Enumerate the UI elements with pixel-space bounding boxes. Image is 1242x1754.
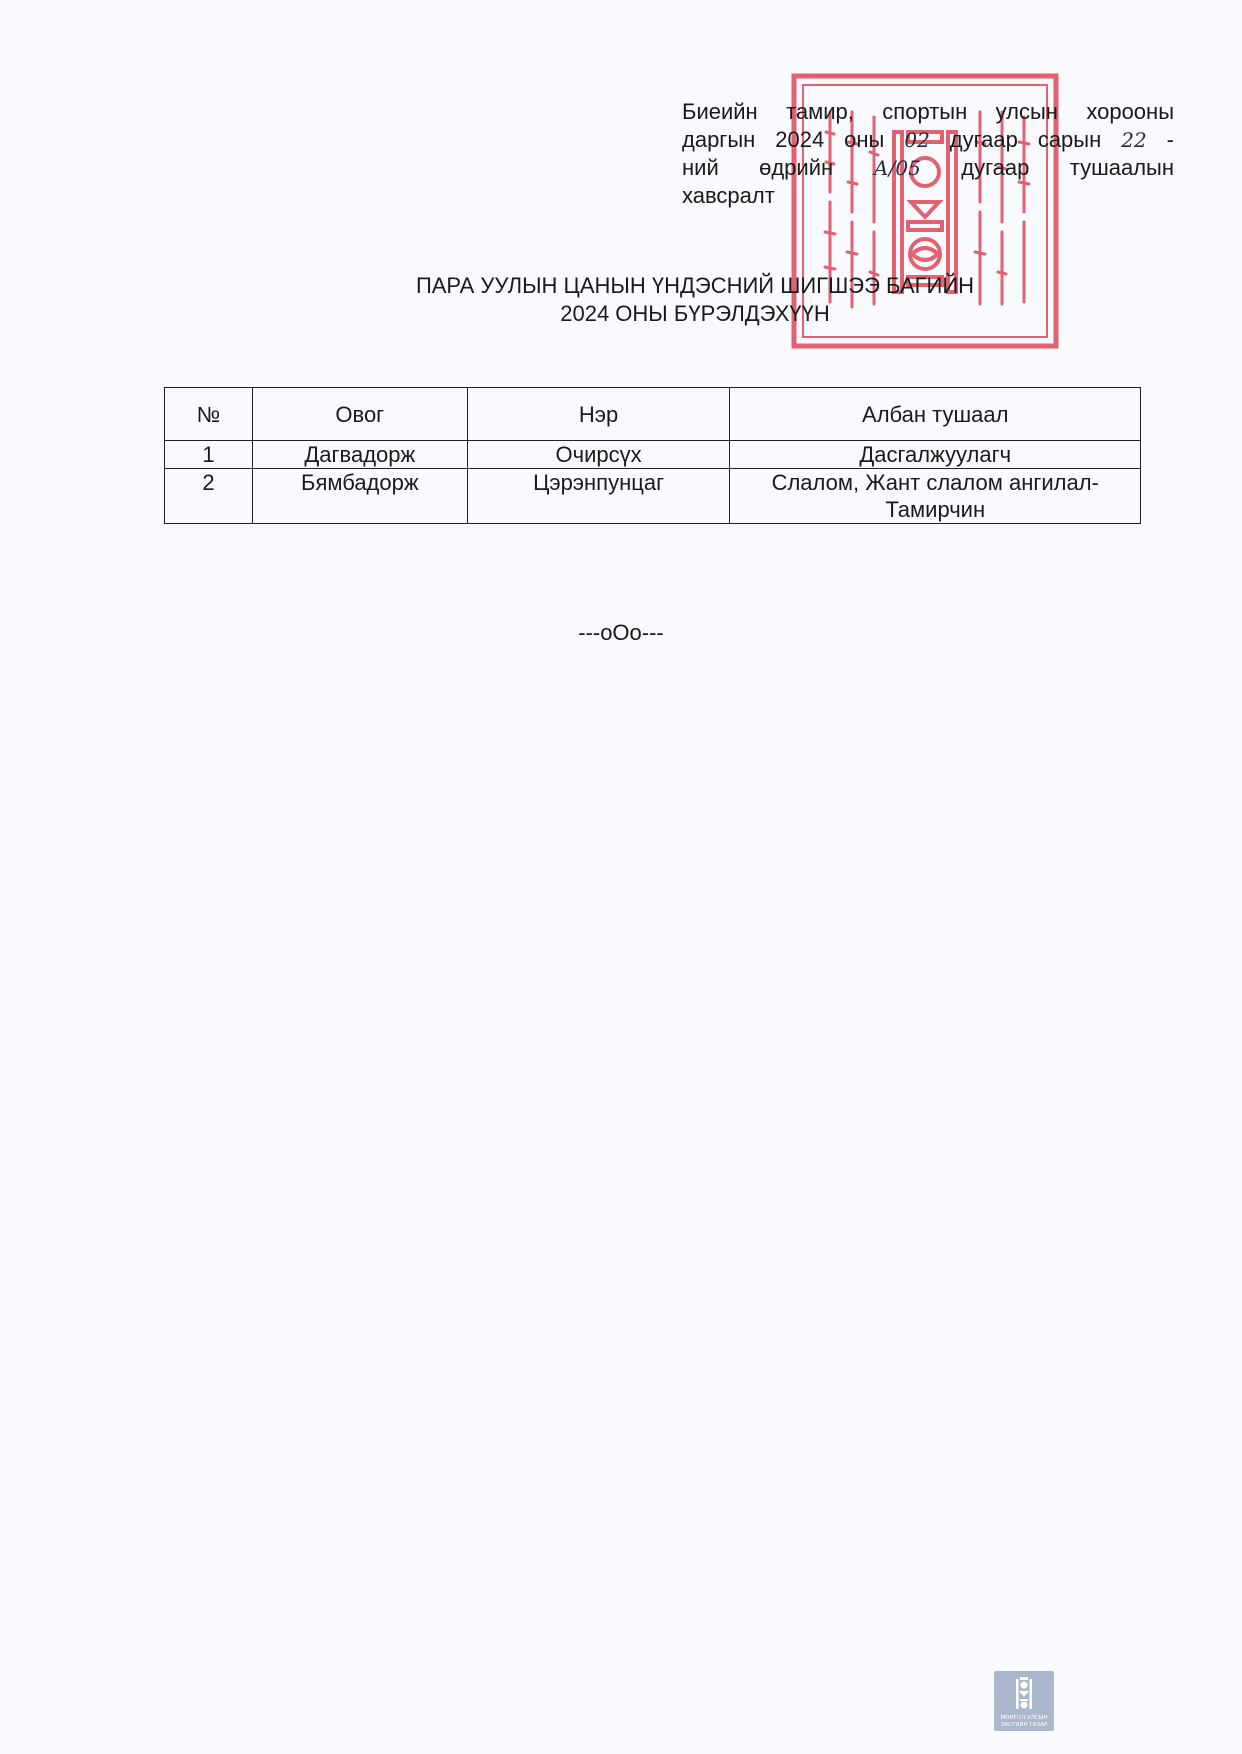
cell-number: 1 <box>165 441 253 469</box>
cell-number: 2 <box>165 469 253 524</box>
handwritten-order-number: А/05 <box>873 156 921 180</box>
archive-logo-text-1: МОНГОЛ УЛСЫН <box>1000 1715 1048 1721</box>
attachment-note-line-1: Биеийн тамир, спортын улсын хорооны <box>682 99 1174 124</box>
document-title-line-2: 2024 ОНЫ БҮРЭЛДЭХҮҮН <box>560 301 830 326</box>
column-header-number: № <box>165 388 253 441</box>
cell-surname: Дагвадорж <box>252 441 467 469</box>
cell-surname: Бямбадорж <box>252 469 467 524</box>
cell-position: Дасгалжуулагч <box>730 441 1141 469</box>
column-header-name: Нэр <box>467 388 730 441</box>
column-header-surname: Овог <box>252 388 467 441</box>
table-row <box>165 441 1141 469</box>
handwritten-month: 02 <box>904 128 930 152</box>
archive-logo-text-2: ЗАСГИЙН ГАЗАР <box>1000 1722 1048 1728</box>
attachment-note <box>682 98 1174 210</box>
cell-name: Очирсүх <box>467 441 730 469</box>
attachment-note-line-2: даргын 2024 оны 02 дугаар сарын 22 - <box>682 127 1174 152</box>
attachment-note-line-3: ний өдрийн А/05 дугаар тушаалын <box>682 155 1174 180</box>
members-table <box>164 387 1141 524</box>
table-header-row <box>165 388 1141 441</box>
closing-mark: ---оОо--- <box>578 620 664 645</box>
government-archive-logo <box>994 1671 1054 1731</box>
handwritten-day: 22 <box>1121 128 1147 152</box>
attachment-note-line-4: хавсралт <box>682 183 775 208</box>
column-header-position: Албан тушаал <box>730 388 1141 441</box>
cell-name: Цэрэнпунцаг <box>467 469 730 524</box>
table-row <box>165 469 1141 524</box>
cell-position: Слалом, Жант слалом ангилал- Тамирчин <box>730 469 1141 524</box>
document-title-line-1: ПАРА УУЛЫН ЦАНЫН ҮНДЭСНИЙ ШИГШЭЭ БАГИЙН <box>415 273 975 298</box>
document-title <box>330 272 1060 328</box>
